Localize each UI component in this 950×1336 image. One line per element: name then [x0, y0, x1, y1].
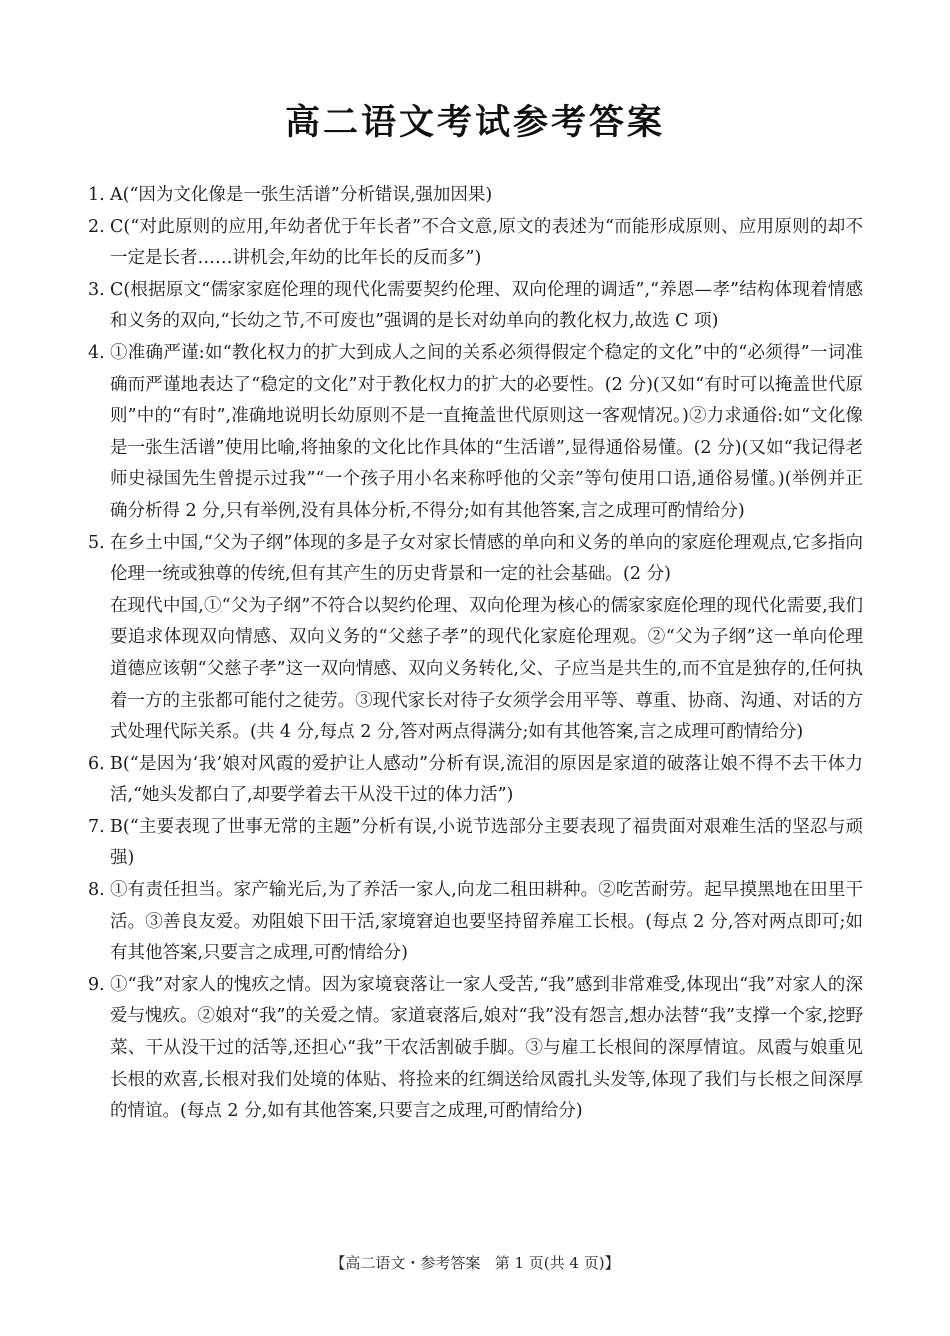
answer-item — [88, 275, 863, 338]
answer-number: 3. — [88, 279, 105, 300]
answer-text: ①“我”对家人的愧疚之情。因为家境衰落让一家人受苦,“我”感到非常难受,体现出“我”对家人的深爱与愧疚。②娘对“我”的关爱之情。家道衰落后,娘对“我”没有怨言,想办法替“我”支撑一个家,挖野菜、干从没干过的活等,还担心“我”干农活割破手脚。③与雇工长根间的深厚情谊。凤霞与娘重见长根的欢喜,长根对我们处境的体贴、将捡来的红绸送给凤霞扎头发等,体现了我们与长根之间深厚的情谊。(每点 2 分,如有其他答案,只要言之成理,可酌情给分) — [110, 974, 863, 1122]
answer-number: 5. — [88, 532, 105, 553]
page-title: 高二语文考试参考答案 — [284, 103, 665, 143]
answer-item — [88, 180, 863, 212]
footer-right-bracket: 】 — [604, 1254, 620, 1272]
answer-item — [88, 970, 863, 1128]
answer-item — [88, 338, 863, 528]
footer-subject: 高二语文・参考答案 — [345, 1254, 481, 1272]
answer-item — [88, 528, 863, 749]
answer-number: 6. — [88, 753, 105, 774]
answer-number: 8. — [88, 880, 105, 901]
answer-item — [88, 212, 863, 275]
footer-page-number: 第 1 页(共 4 页) — [494, 1254, 605, 1272]
answer-list — [88, 180, 863, 1128]
answer-number: 9. — [88, 974, 105, 995]
answer-number: 2. — [88, 216, 105, 237]
answer-number: 4. — [88, 342, 105, 363]
answer-text: C(“对此原则的应用,年幼者优于年长者”不合文意,原文的表述为“而能形成原则、应用原则的却不一定是长者……讲机会,年幼的比年长的反而多”) — [110, 216, 863, 269]
answer-item — [88, 875, 863, 970]
answer-item — [88, 749, 863, 812]
answer-item — [88, 812, 863, 875]
answer-text: A(“因为文化像是一张生活谱”分析错误,强加因果) — [110, 185, 493, 205]
answer-text: ①准确严谨:如“教化权力的扩大到成人之间的关系必须得假定个稳定的文化”中的“必须得”一词准确而严谨地表达了“稳定的文化”对于教化权力的扩大的必要性。(2 分)(又如“有时可以掩盖世代原则”中的“有时”,准确地说明长幼原则不是一直掩盖世代原则这一客观情况。)②力求通俗:如“文化像是一张生活谱”使用比喻,将抽象的文化比作具体的“生活谱”,显得通俗易懂。(2 分)(又如“我记得老师史禄国先生曾提示过我”“一个孩子用小名来称呼他的父亲”等句使用口语,通俗易懂。)(举例并正确分析得 2 分,只有举例,没有具体分析,不得分;如有其他答案,言之成理可酌情给分) — [110, 342, 863, 521]
answer-text: ①有责任担当。家产输光后,为了养活一家人,向龙二租田耕种。②吃苦耐劳。起早摸黑地在田里干活。③善良友爱。劝阻娘下田干活,家境窘迫也要坚持留养雇工长根。(每点 2 分,答对两点即可;如有其他答案,只要言之成理,可酌情给分) — [110, 880, 863, 964]
footer-left-bracket: 【 — [330, 1254, 346, 1272]
answer-text: C(根据原文“儒家家庭伦理的现代化需要契约伦理、双向伦理的调适”,“养恩—孝”结构体现着情感和义务的双向,“长幼之节,不可废也”强调的是长对幼单向的教化权力,故选 C 项) — [110, 279, 863, 332]
answer-text: B(“主要表现了世事无常的主题”分析有误,小说节选部分主要表现了福贵面对艰难生活的坚忍与顽强) — [110, 816, 863, 869]
answer-text: 在现代中国,①“父为子纲”不符合以契约伦理、双向伦理为核心的儒家家庭伦理的现代化需要,我们要追求体现双向情感、双向义务的“父慈子孝”的现代化家庭伦理观。②“父为子纲”这一单向伦理道德应该朝“父慈子孝”这一双向情感、双向义务转化,父、子应当是共生的,而不宜是独存的,任何执着一方的主张都可能付之徒劳。③现代家长对待子女须学会用平等、尊重、协商、沟通、对话的方式处理代际关系。(共 4 分,每点 2 分,答对两点得满分;如有其他答案,言之成理可酌情给分) — [110, 595, 863, 743]
answer-text: 在乡土中国,“父为子纲”体现的多是子女对家长情感的单向和义务的单向的家庭伦理观点,它多指向伦理一统或独尊的传统,但有其产生的历史背景和一定的社会基础。(2 分) — [110, 532, 863, 585]
answer-number: 1. — [88, 185, 105, 205]
page-footer — [0, 1252, 950, 1273]
answer-number: 7. — [88, 816, 105, 837]
answer-text: B(“是因为‘我’娘对风霞的爱护让人感动”分析有误,流泪的原因是家道的破落让娘不得不去干体力活,“她头发都白了,却要学着去干从没干过的体力活”) — [110, 753, 863, 806]
